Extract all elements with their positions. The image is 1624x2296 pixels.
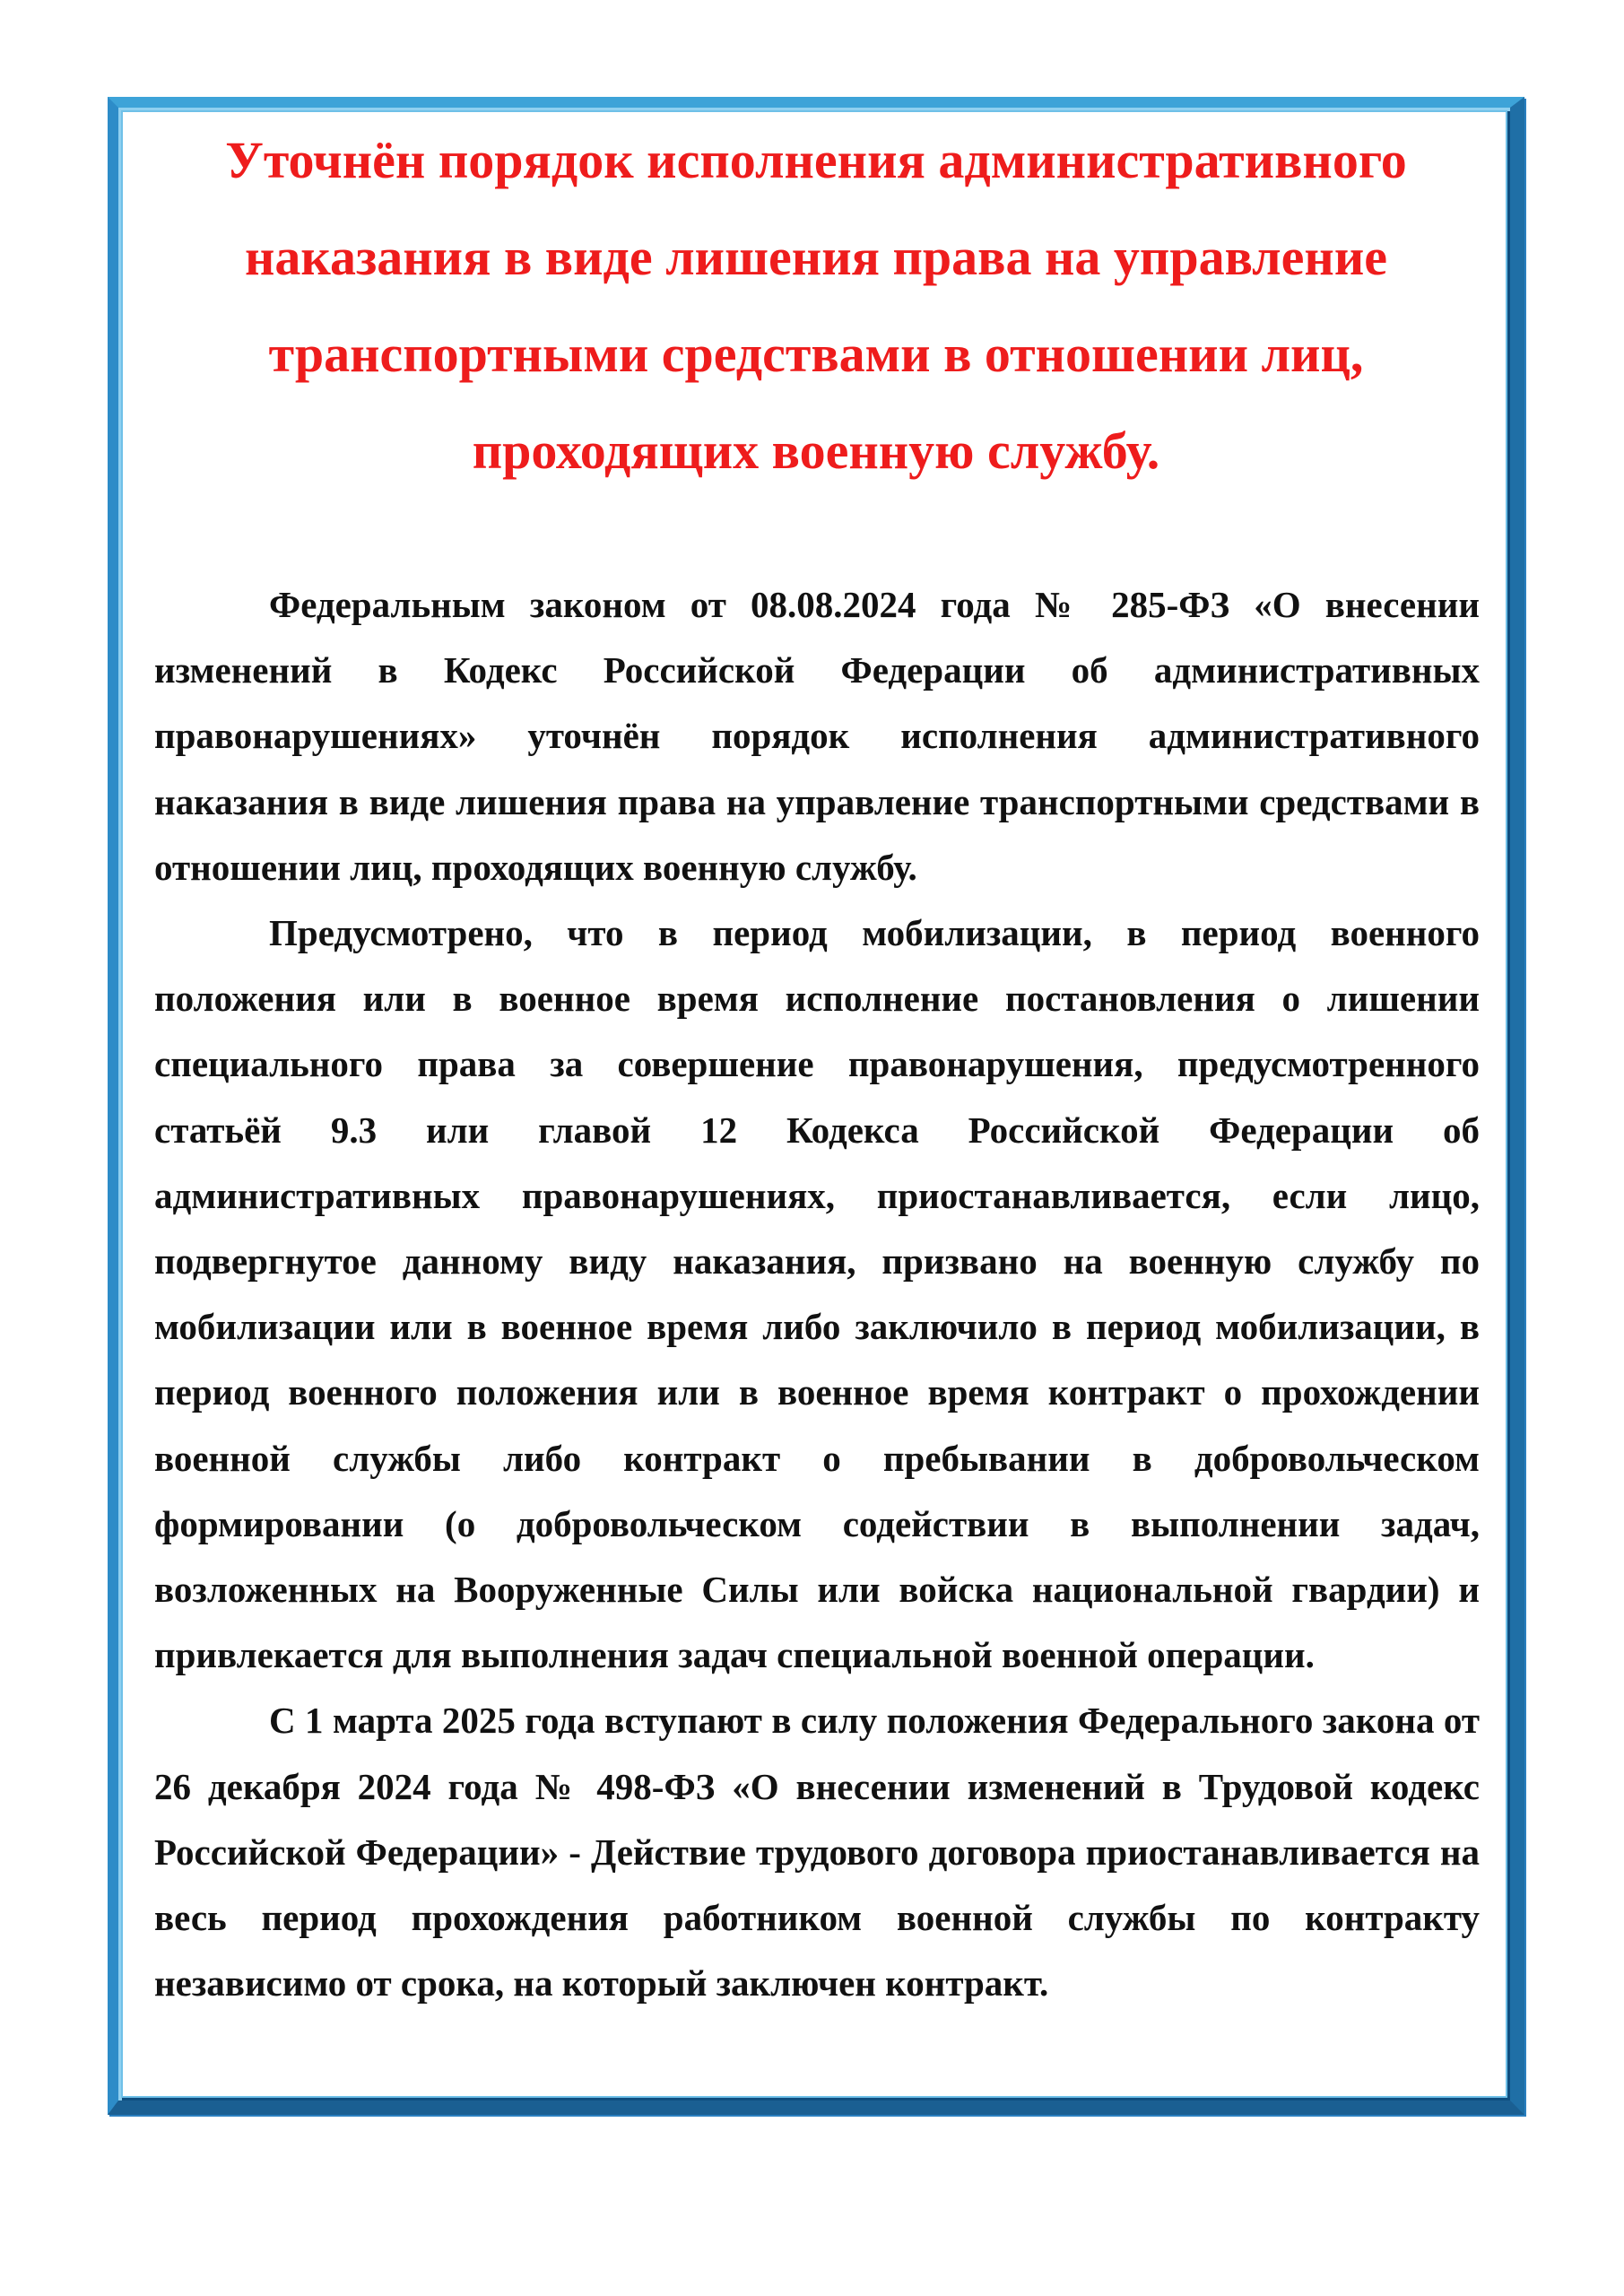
- paragraph-law-498: С 1 марта 2025 года вступают в силу положения Федерального закона от 26 декабря 2024 года № 498-ФЗ «О внесении изменений в Трудовой кодекс Российской Федерации» - Действие трудового договора приостанавливается на весь период прохождения работником военной службы по контракту независимо от срока, на который заключен контракт.: [154, 1700, 1480, 2005]
- paragraph-mobilization: Предусмотрено, что в период мобилизации, в период военного положения или в военное время исполнение постановления о лишении специального права за совершение правонарушения, предусмотренного статьёй 9.3 или главой 12 Кодекса Российской Федерации об административных правонарушениях, приостанавливается, если лицо, подвергнутое данному виду наказания, призвано на военную службу по мобилизации или в военное время либо заключило в период мобилизации, в период военного положения или в военное время контракт о прохождении военной службы либо контракт о пребывании в добровольческом формировании (о добровольческом содействии в выполнении задач, возложенных на Вооруженные Силы или войска национальной гвардии) и привлекается для выполнения задач специальной военной операции.: [154, 912, 1480, 1676]
- document-title: Уточнён порядок исполнения административного наказания в виде лишения права на управление транспортными средствами в отношении лиц, проходящих военную службу.: [225, 131, 1407, 480]
- paragraph-law-285: Федеральным законом от 08.08.2024 года № 285-ФЗ «О внесении изменений в Кодекс Российской Федерации об административных правонарушениях» уточнён порядок исполнения административного наказания в виде лишения права на управление транспортными средствами в отношении лиц, проходящих военную службу.: [154, 584, 1480, 888]
- document-body: [154, 572, 1480, 2016]
